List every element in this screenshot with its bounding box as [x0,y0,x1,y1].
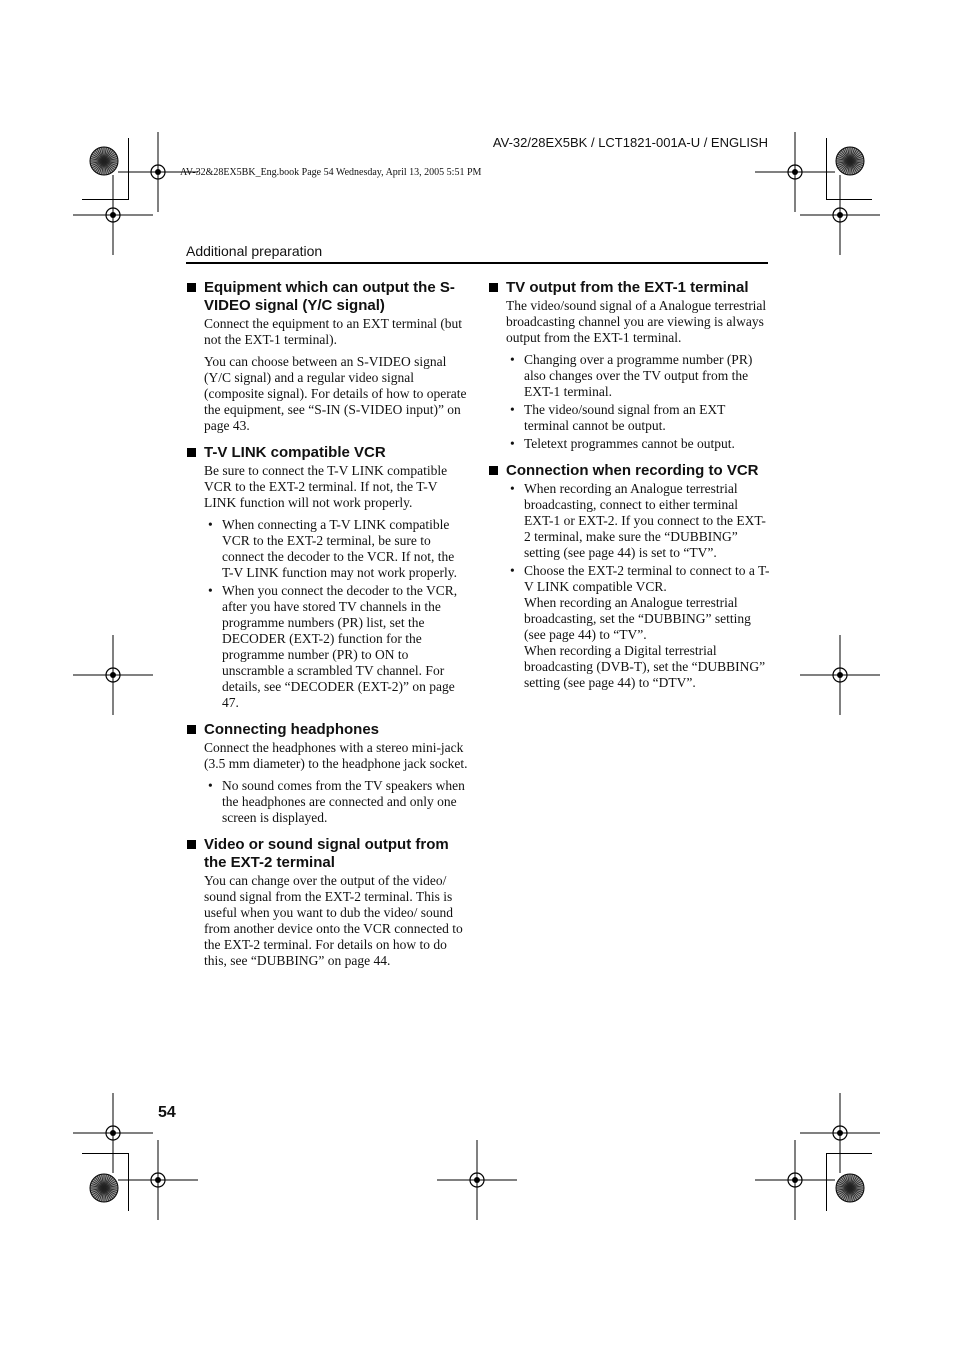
trim-line [82,199,128,200]
section-heading-text: T-V LINK compatible VCR [204,444,386,461]
square-bullet-icon [187,725,196,734]
bullet-item [488,352,770,400]
book-info-line: AV-32&28EX5BK_Eng.book Page 54 Wednesday, April 13, 2005 5:51 PM [180,167,482,178]
body-paragraph: Connect the headphones with a stereo mini-jack (3.5 mm diameter) to the headphone jack socket. [204,740,468,771]
trim-line [826,1153,827,1211]
registration-crosshair-icon [437,1140,517,1220]
square-bullet-icon [187,283,196,292]
content-section [186,836,468,969]
trim-line [82,1153,128,1154]
bullet-dot-icon: • [208,778,213,793]
bullet-item [488,436,770,452]
bullet-text: Teletext programmes cannot be output. [524,436,735,451]
trim-line [128,138,129,200]
registration-crosshair-icon [118,1140,198,1220]
section-heading [186,279,468,315]
section-heading [488,462,770,480]
bullet-dot-icon: • [510,352,515,367]
registration-crosshair-icon [73,635,153,715]
color-bar-starburst-icon [88,145,120,177]
registration-crosshair-icon [800,635,880,715]
bullet-list [488,481,770,691]
right-column [488,279,770,701]
section-heading [186,444,468,462]
trim-line [826,138,827,200]
registration-crosshair-icon [755,1140,835,1220]
registration-crosshair-icon [73,175,153,255]
trim-line [128,1153,129,1211]
body-paragraph: You can change over the output of the video/ sound signal from the EXT-2 terminal. This is useful when you want to dub the video/ sound from another device onto the VCR connected to the EXT-2 terminal. For details on how to do this, see “DUBBING” on page 44. [204,873,463,968]
document-code: AV-32/28EX5BK / LCT1821-001A-U / ENGLISH [492,135,768,150]
bullet-dot-icon: • [208,583,213,598]
body-paragraph: Connect the equipment to an EXT terminal (but not the EXT-1 terminal). [204,316,463,347]
bullet-item [488,481,770,561]
section-title: Additional preparation [186,243,323,259]
bullet-dot-icon: • [510,481,515,496]
body-paragraph: You can choose between an S-VIDEO signal (Y/C signal) and a regular video signal (composite signal). For details of how to operate the equipment, see “S-IN (S-VIDEO input)” on page 43. [204,354,467,433]
square-bullet-icon [187,448,196,457]
bullet-text: When recording an Analogue terrestrial broadcasting, connect to either terminal EXT-1 or EXT-2. If you connect to the EXT-2 terminal, make sure the “DUBBING” setting (see page 44) is set to “TV”. [524,481,766,560]
square-bullet-icon [489,283,498,292]
square-bullet-icon [489,466,498,475]
section-heading [488,279,770,297]
bullet-text: When you connect the decoder to the VCR, after you have stored TV channels in the programme numbers (PR) list, set the DECODER (EXT-2) function for the programme number (PR) to ON to unscramble a scrambled TV channel. For details, see “DECODER (EXT-2)” on page 47. [222,583,458,710]
color-bar-starburst-icon [834,1172,866,1204]
bullet-text: No sound comes from the TV speakers when the headphones are connected and only one screen is displayed. [222,778,465,825]
body-paragraph: Be sure to connect the T-V LINK compatible VCR to the EXT-2 terminal. If not, the T-V LINK function will not work properly. [204,463,448,510]
section-heading-text: Connection when recording to VCR [506,462,759,479]
bullet-text: When recording a Digital terrestrial broadcasting (DVB-T), set the “DUBBING” setting (see page 44) to “DTV”. [524,643,766,690]
bullet-text: Choose the EXT-2 terminal to connect to a T-V LINK compatible VCR. [524,563,770,594]
bullet-dot-icon: • [208,517,213,532]
square-bullet-icon [187,840,196,849]
trim-line [826,1153,872,1154]
body-paragraph: The video/sound signal of a Analogue terrestrial broadcasting channel you are viewing is always output from the EXT-1 terminal. [506,298,767,345]
bullet-dot-icon: • [510,436,515,451]
registration-crosshair-icon [800,175,880,255]
content-section [186,721,468,826]
bullet-text: Changing over a programme number (PR) also changes over the TV output from the EXT-1 terminal. [524,352,753,399]
bullet-text: When connecting a T-V LINK compatible VCR to the EXT-2 terminal, be sure to connect the decoder to the VCR. If not, the T-V LINK function may not work properly. [222,517,457,580]
bullet-item [186,583,468,711]
section-heading [186,836,468,872]
bullet-list [186,517,468,711]
color-bar-starburst-icon [834,145,866,177]
color-bar-starburst-icon [88,1172,120,1204]
content-section [186,279,468,434]
bullet-item [488,563,770,691]
bullet-dot-icon: • [510,563,515,578]
bullet-item [186,517,468,581]
section-heading [186,721,468,739]
section-heading-text: Connecting headphones [204,721,380,738]
bullet-item [186,778,468,826]
left-column [186,279,468,979]
bullet-item [488,402,770,434]
bullet-list [488,352,770,452]
section-heading-text: Equipment which can output the S-VIDEO signal (Y/C signal) [204,279,455,314]
bullet-dot-icon: • [510,402,515,417]
content-section [186,444,468,711]
page-number: 54 [158,1104,176,1121]
content-section [488,279,770,452]
section-heading-text: TV output from the EXT-1 terminal [506,279,749,296]
trim-line [826,199,872,200]
bullet-text: When recording an Analogue terrestrial broadcasting, set the “DUBBING” setting (see page 44) to “TV”. [524,595,751,642]
bullet-list [186,778,468,826]
section-heading-text: Video or sound signal output from the EXT-2 terminal [204,836,449,871]
bullet-text: The video/sound signal from an EXT terminal cannot be output. [524,402,726,433]
section-divider [186,262,768,264]
content-section [488,462,770,691]
